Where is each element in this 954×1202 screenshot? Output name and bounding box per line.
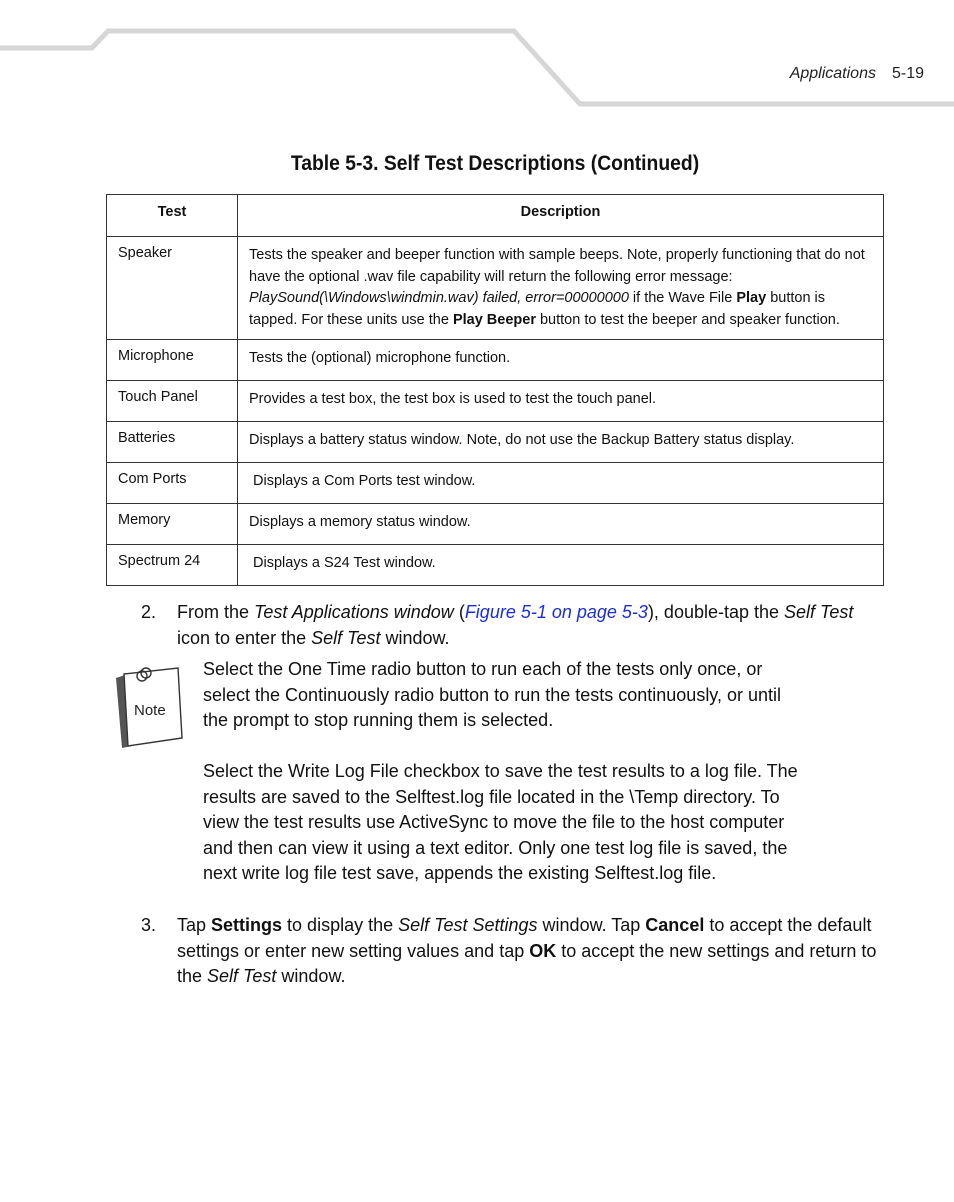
test-description: Displays a memory status window.: [238, 504, 884, 545]
window-name: Self Test: [207, 966, 277, 986]
window-name: Test Applications window: [254, 602, 454, 622]
step-3: [141, 913, 886, 990]
test-description: [238, 237, 884, 340]
step-text-run: ), double-tap the: [647, 602, 785, 622]
test-description: Tests the (optional) microphone function.: [238, 340, 884, 381]
play-label: Play: [736, 290, 767, 306]
test-description: Displays a Com Ports test window.: [238, 463, 884, 504]
step-text-run: From the: [177, 602, 255, 622]
step-text-run: window.: [380, 627, 450, 648]
table-header-row: [107, 195, 884, 237]
step-text: [177, 600, 886, 651]
test-description: Displays a S24 Test window.: [238, 545, 884, 586]
desc-text: if the Wave File: [628, 290, 737, 306]
test-description: Displays a battery status window. Note, do not use the Backup Battery status display.: [238, 422, 884, 463]
self-test-table: [106, 194, 884, 586]
table-row: [107, 463, 884, 504]
test-name: Memory: [107, 504, 238, 545]
table-row: [107, 504, 884, 545]
note-text: [203, 657, 803, 912]
settings-label: Settings: [211, 915, 283, 935]
running-head: [790, 65, 924, 83]
test-name: Speaker: [107, 237, 238, 340]
desc-text: button is tapped. For these units use the: [249, 290, 826, 328]
play-beeper-label: Play Beeper: [452, 311, 536, 328]
test-name: Spectrum 24: [107, 545, 238, 586]
note-icon: [112, 666, 188, 750]
step-number: 3.: [141, 915, 157, 935]
error-message: PlaySound(\Windows\windmin.wav) failed, error=00000000: [249, 290, 629, 306]
table-row: [107, 381, 884, 422]
ok-label: OK: [529, 940, 557, 961]
test-name: Batteries: [107, 422, 238, 463]
header-rule: [0, 0, 954, 110]
table-row: [107, 340, 884, 381]
step-text-run: to accept the new settings and return to the: [177, 940, 877, 986]
step-2: [141, 600, 886, 651]
note-paragraph: Select the One Time radio button to run each of the tests only once, or select the Continuously radio button to run the tests continuously, or until the prompt to stop running them is selected.: [203, 659, 782, 730]
test-description: Provides a test box, the test box is used to test the touch panel.: [238, 381, 884, 422]
step-text-run: window.: [276, 966, 346, 986]
table-row: [107, 422, 884, 463]
window-name: Self Test Settings: [398, 915, 538, 935]
header-description: Description: [238, 195, 884, 237]
table-title: Table 5-3. Self Test Descriptions (Continued): [290, 152, 700, 175]
step-text-run: (: [453, 602, 465, 622]
step-number: 2.: [141, 602, 157, 622]
note-icon-label: Note: [134, 702, 166, 719]
page-number: 5-19: [891, 65, 924, 82]
step-text: [177, 913, 886, 990]
test-name: Touch Panel: [107, 381, 238, 422]
test-name: Com Ports: [107, 463, 238, 504]
icon-name: Self Test: [784, 602, 854, 622]
step-text-run: Tap: [177, 915, 212, 935]
step-text-run: icon to enter the: [177, 627, 312, 648]
desc-text: button to test the beeper and speaker function.: [535, 311, 840, 328]
cancel-label: Cancel: [645, 915, 705, 935]
section-name: Applications: [789, 65, 876, 82]
table-row: [107, 545, 884, 586]
step-text-run: to display the: [282, 915, 399, 935]
window-name: Self Test: [311, 627, 381, 648]
desc-text: Tests the speaker and beeper function with sample beeps. Note, properly functioning that do not have the optional .wav file capability will return the following error message:: [249, 247, 865, 285]
figure-link[interactable]: Figure 5-1 on page 5-3: [464, 602, 648, 622]
table-row: [107, 237, 884, 340]
step-text-run: window. Tap: [537, 915, 646, 935]
note-paragraph: Select the Write Log File checkbox to save the test results to a log file. The results are saved to the Selftest.log file located in the \Temp directory. To view the test results use ActiveSync to move the file to the host computer and then can view it using a text editor. Only one test log file is saved, the next write log file test save, appends the existing Selftest.log file.: [203, 761, 798, 883]
step-text-run: to accept the default settings or enter new setting values and tap: [177, 915, 872, 961]
header-test: Test: [107, 195, 238, 237]
test-name: Microphone: [107, 340, 238, 381]
